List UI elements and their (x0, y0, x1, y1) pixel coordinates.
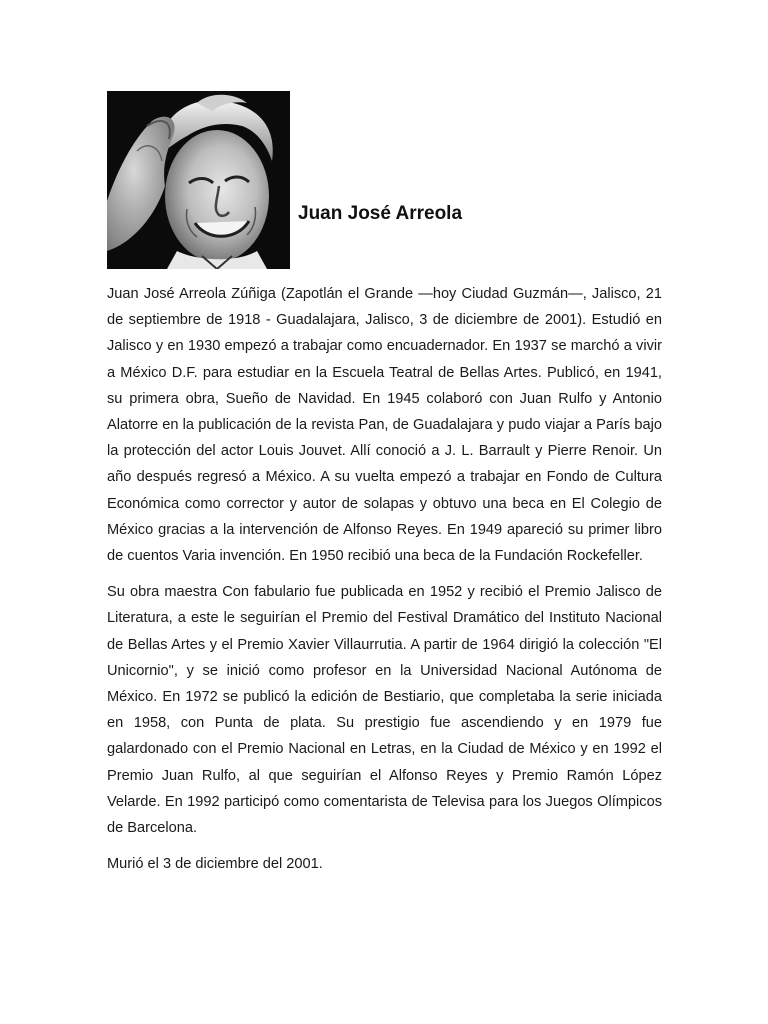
portrait-photo-icon (107, 91, 290, 269)
paragraph: Su obra maestra Con fabulario fue publicada en 1952 y recibió el Premio Jalisco de Literatura, a este le seguirían el Premio del Festival Dramático del Instituto Nacional de Bellas Artes y el Premio Xavier Villaurrutia. A partir de 1964 dirigió la colección "El Unicornio", y se inició como profesor en la Universidad Nacional Autónoma de México. En 1972 se publicó la edición de Bestiario, que completaba la serie iniciada en 1958, con Punta de plata. Su prestigio fue ascendiendo y en 1979 fue galardonado con el Premio Nacional en Letras, en la Ciudad de México y en 1992 el Premio Juan Rulfo, al que seguirían el Alfonso Reyes y Premio Ramón López Velarde. En 1992 participó como comentarista de Televisa para los Juegos Olímpicos de Barcelona. (107, 584, 662, 837)
biography-text (107, 281, 662, 877)
portrait-photo (107, 91, 290, 269)
paragraph: Murió el 3 de diciembre del 2001. (107, 856, 323, 873)
paragraph: Juan José Arreola Zúñiga (Zapotlán el Grande —hoy Ciudad Guzmán—, Jalisco, 21 de septiembre de 1918 - Guadalajara, Jalisco, 3 de diciembre de 2001). Estudió en Jalisco y en 1930 empezó a trabajar como encuadernador. En 1937 se marchó a vivir a México D.F. para estudiar en la Escuela Teatral de Bellas Artes. Publicó, en 1941, su primera obra, Sueño de Navidad. En 1945 colaboró con Juan Rulfo y Antonio Alatorre en la publicación de la revista Pan, de Guadalajara y pudo viajar a París bajo la protección del actor Louis Jouvet. Allí conoció a J. L. Barrault y Pierre Renoir. Un año después regresó a México. A su vuelta empezó a trabajar en Fondo de Cultura Económica como corrector y autor de solapas y obtuvo una beca en El Colegio de México gracias a la intervención de Alfonso Reyes. En 1949 apareció su primer libro de cuentos Varia invención. En 1950 recibió una beca de la Fundación Rockefeller. (107, 286, 662, 565)
page-title: Juan José Arreola (298, 203, 463, 224)
